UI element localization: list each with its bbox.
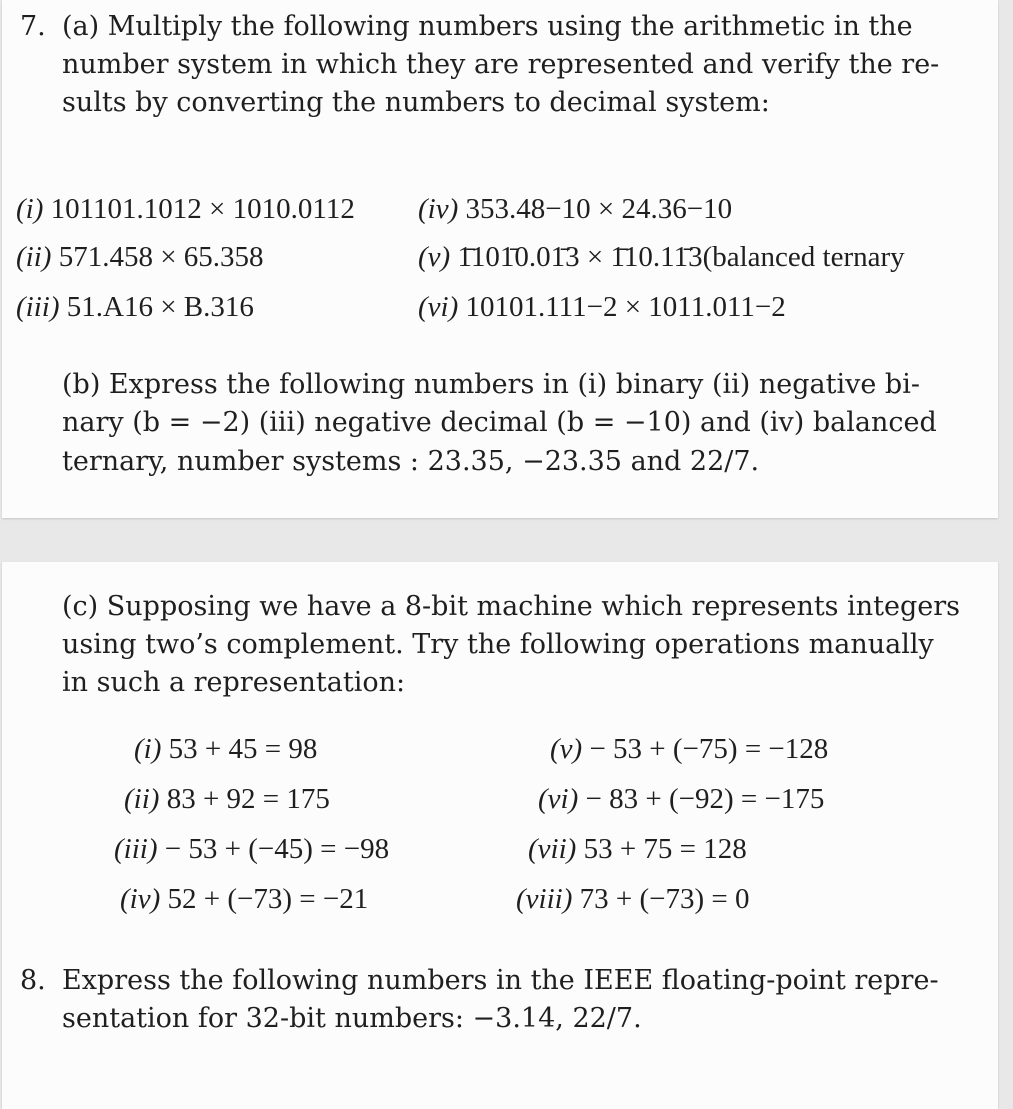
item-expression: 101101.1012 × 1010.0112 bbox=[50, 193, 355, 225]
q7a-item-v bbox=[418, 240, 996, 274]
item-label: (iii) bbox=[114, 833, 158, 865]
item-expression: 83 + 92 = 175 bbox=[166, 783, 330, 815]
item-label: (vi) bbox=[538, 783, 579, 815]
item-label: (iv) bbox=[418, 193, 459, 225]
q8-line-1: Express the following numbers in the IEEE floating-point repre- bbox=[62, 965, 939, 996]
q8-line-2: sentation for 32-bit numbers: −3.14, 22/7. bbox=[62, 1003, 642, 1034]
q7b-line-3: ternary, number systems : 23.35, −23.35 and 22/7. bbox=[62, 446, 760, 477]
item-label: (ii) bbox=[16, 241, 52, 273]
q7a-item-vi bbox=[418, 290, 786, 324]
item-label: (ii) bbox=[124, 783, 160, 815]
item-expression: − 53 + (−75) = −128 bbox=[589, 733, 829, 765]
item-label: (vii) bbox=[528, 833, 577, 865]
item-expression: 1̄101̄0.01̄3 × 1̄10.11̄3(balanced ternary bbox=[457, 241, 905, 273]
item-label: (v) bbox=[418, 241, 451, 273]
item-expression: − 83 + (−92) = −175 bbox=[585, 783, 825, 815]
page-card-bottom bbox=[2, 562, 998, 1109]
q7c-item-vii bbox=[528, 832, 747, 866]
item-expression: 10101.111−2 × 1011.011−2 bbox=[465, 291, 786, 323]
item-expression: 353.48−10 × 24.36−10 bbox=[465, 193, 733, 225]
item-label: (iii) bbox=[16, 291, 60, 323]
item-label: (viii) bbox=[516, 883, 573, 915]
item-expression: − 53 + (−45) = −98 bbox=[164, 833, 390, 865]
page-card-top bbox=[2, 0, 998, 518]
q7c-item-i bbox=[134, 732, 317, 766]
q7c-item-vi bbox=[538, 782, 824, 816]
item-label: (v) bbox=[550, 733, 583, 765]
q7c-item-iii bbox=[114, 832, 389, 866]
item-expression: 53 + 75 = 128 bbox=[583, 833, 747, 865]
item-label: (i) bbox=[134, 733, 162, 765]
q7a-line-2: number system in which they are represented and verify the re- bbox=[62, 49, 940, 80]
q7a-line-1: (a) Multiply the following numbers using the arithmetic in the bbox=[62, 11, 913, 42]
q7c-item-iv bbox=[120, 882, 368, 916]
item-expression: 53 + 45 = 98 bbox=[168, 733, 318, 765]
item-expression: 73 + (−73) = 0 bbox=[579, 883, 750, 915]
item-label: (iv) bbox=[120, 883, 161, 915]
item-expression: 51.A16 × B.316 bbox=[66, 291, 254, 323]
q7c-item-viii bbox=[516, 882, 750, 916]
item-label: (i) bbox=[16, 193, 44, 225]
q7b-line-2: nary (b = −2) (iii) negative decimal (b = −10) and (iv) balanced bbox=[62, 407, 937, 438]
item-expression: 52 + (−73) = −21 bbox=[167, 883, 369, 915]
item-expression: 571.458 × 65.358 bbox=[58, 241, 264, 273]
question-7-number: 7. bbox=[20, 11, 46, 42]
item-label: (vi) bbox=[418, 291, 459, 323]
q7c-line-3: in such a representation: bbox=[62, 667, 406, 698]
q7a-item-iii bbox=[16, 290, 254, 324]
q7c-item-v bbox=[550, 732, 828, 766]
q7b-line-1: (b) Express the following numbers in (i) binary (ii) negative bi- bbox=[62, 369, 920, 400]
q7a-item-ii bbox=[16, 240, 264, 274]
q7c-line-1: (c) Supposing we have a 8-bit machine which represents integers bbox=[62, 591, 961, 622]
q7a-item-iv bbox=[418, 192, 732, 226]
question-8-number: 8. bbox=[20, 965, 46, 996]
q7c-line-2: using two’s complement. Try the following operations manually bbox=[62, 629, 934, 660]
q7a-item-i bbox=[16, 192, 355, 226]
q7c-item-ii bbox=[124, 782, 330, 816]
q7a-line-3: sults by converting the numbers to decimal system: bbox=[62, 87, 770, 118]
